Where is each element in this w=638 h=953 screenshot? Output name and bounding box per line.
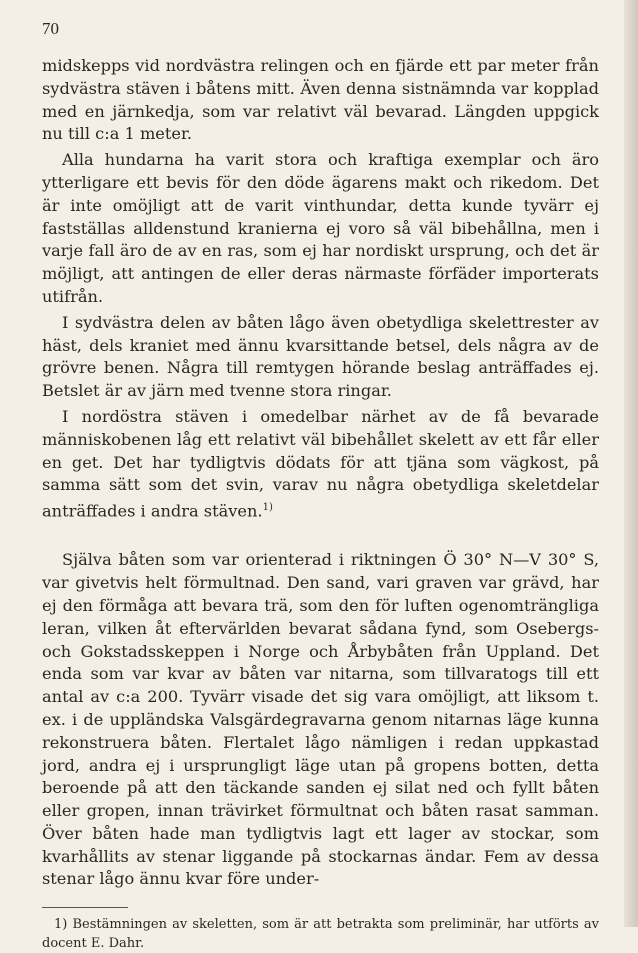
footnote-marker: 1) bbox=[54, 917, 68, 933]
paragraph-5: Själva båten som var orienterad i riktningen Ö 30° N—V 30° S, var givetvis helt förmultnad. Den sand, vari graven var grävd, har ej den förmåga att bevara trä, som den för luften ogenomträngliga leran, vilken åt eftervärlden bevarat sådana fynd, som Osebergs- och Gokstadsskeppen i Norge och Årbybåten från Uppland. Det enda som var kvar av båten var nitarna, som tillvaratogs till ett antal av c:a 200. Tyvärr visade det sig vara omöjligt, att liksom t. ex. i de uppländska Valsgärdegravarna genom nitarnas läge kunna rekonstruera båten. Flertalet lågo nämligen i redan uppkastad jord, andra ej i ursprungligt läge utan på gropens botten, detta beroende på att den täckande sanden ej silat ned och fyllt båten eller gropen, innan trävirket förmultnat och båten rasat samman. Över båten hade man tydligtvis lagt ett lager av stockar, som kvarhållits av stenar liggande på stockarnas ändar. Fem av dessa stenar lågo ännu kvar före under- bbox=[42, 550, 599, 889]
paragraph-4 bbox=[42, 406, 599, 523]
paragraph-2: Alla hundarna ha varit stora och kraftiga exemplar och äro ytterligare ett bevis för den döde ägarens makt och rikedom. Det är inte omöjligt att de varit vinthundar, detta kunde tyvärr ej fastställas alldenstund kranierna ej voro så väl bibehållna, men i varje fall äro de av en ras, som ej har nordiskt ursprung, och det är möjligt, att antingen de eller deras närmaste förfäder importerats utifrån. bbox=[42, 150, 599, 306]
footnote-divider bbox=[42, 907, 128, 908]
section-gap bbox=[42, 526, 599, 549]
page-edge-shadow bbox=[624, 0, 638, 927]
paragraph-1: midskepps vid nordvästra relingen och en fjärde ett par meter från sydvästra stäven i båtens mitt. Även denna sistnämnda var kopplad med en järnkedja, som var relativt väl bevarad. Längden uppgick nu till c:a 1 meter. bbox=[42, 56, 599, 144]
footnote-reference: 1) bbox=[262, 502, 273, 514]
footnote-text: Bestämningen av skeletten, som är att betrakta som preliminär, har utförts av docent E. Dahr. bbox=[42, 917, 599, 952]
paragraph-4-text: I nordöstra stäven i omedelbar närhet av de få bevarade människobenen låg ett relativt väl bibehållet skelett av ett får eller en get. Det har tydligtvis dödats för att tjäna som vägkost, på samma sätt som det svin, varav nu några obetydliga skeletdelar anträffades i andra stäven. bbox=[42, 406, 599, 521]
page-number: 70 bbox=[42, 19, 59, 38]
footnote bbox=[42, 915, 599, 953]
paragraph-3: I sydvästra delen av båten lågo även obetydliga skelettrester av häst, dels kraniet med ännu kvarsittande betsel, dels några av de grövre benen. Några till remtygen hörande beslag anträffades ej. Betslet är av järn med tvenne stora ringar. bbox=[42, 312, 599, 401]
book-page bbox=[42, 18, 599, 953]
